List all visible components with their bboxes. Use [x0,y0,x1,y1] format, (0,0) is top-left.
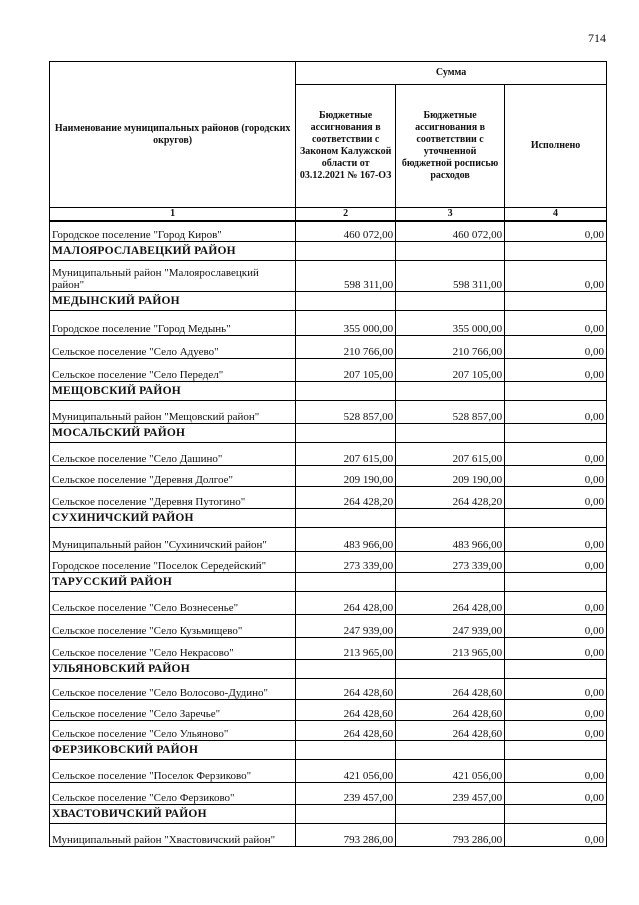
municipality-name: Сельское поселение "Село Дашино" [50,443,296,466]
municipality-name: Сельское поселение "Село Адуево" [50,336,296,359]
table-row [50,721,607,741]
table-body [50,221,607,847]
executed-value: 0,00 [505,679,607,700]
law-allocation-value: 207 105,00 [296,359,396,382]
updated-allocation-value: 264 428,20 [396,487,505,509]
district-name: СУХИНИЧСКИЙ РАЙОН [50,509,296,528]
municipality-name: Муниципальный район "Малоярославецкий район" [50,261,296,292]
municipality-name: Сельское поселение "Село Заречье" [50,700,296,721]
municipality-name: Муниципальный район "Хвастовичский район" [50,824,296,847]
executed-value: 0,00 [505,824,607,847]
table-row [50,824,607,847]
municipality-name: Сельское поселение "Деревня Путогино" [50,487,296,509]
district-row [50,573,607,592]
empty-cell [396,382,505,401]
municipality-name: Муниципальный район "Мещовский район" [50,401,296,424]
municipality-name: Сельское поселение "Село Ульяново" [50,721,296,741]
updated-allocation-value: 207 615,00 [396,443,505,466]
municipality-name: Городское поселение "Город Медынь" [50,311,296,336]
district-name: МЕЩОВСКИЙ РАЙОН [50,382,296,401]
district-name: МЕДЫНСКИЙ РАЙОН [50,292,296,311]
district-row [50,509,607,528]
updated-allocation-value: 264 428,00 [396,592,505,615]
table-row [50,638,607,660]
district-name: МАЛОЯРОСЛАВЕЦКИЙ РАЙОН [50,242,296,261]
empty-cell [296,660,396,679]
executed-value: 0,00 [505,487,607,509]
executed-value: 0,00 [505,760,607,783]
executed-value: 0,00 [505,615,607,638]
law-allocation-value: 264 428,60 [296,721,396,741]
municipality-name: Сельское поселение "Деревня Долгое" [50,466,296,487]
table-row [50,615,607,638]
law-allocation-value: 483 966,00 [296,528,396,552]
updated-allocation-value: 209 190,00 [396,466,505,487]
law-allocation-value: 793 286,00 [296,824,396,847]
column-number-2: 2 [296,208,396,222]
municipality-name: Сельское поселение "Село Кузьмищево" [50,615,296,638]
municipality-name: Сельское поселение "Село Волосово-Дудино" [50,679,296,700]
empty-cell [505,242,607,261]
empty-cell [505,382,607,401]
empty-cell [505,509,607,528]
header-municipality: Наименование муниципальных районов (городских округов) [50,62,296,208]
empty-cell [505,741,607,760]
municipality-name: Сельское поселение "Село Некрасово" [50,638,296,660]
district-row [50,660,607,679]
column-number-1: 1 [50,208,296,222]
law-allocation-value: 460 072,00 [296,221,396,242]
empty-cell [396,509,505,528]
executed-value: 0,00 [505,552,607,573]
table-row [50,700,607,721]
updated-allocation-value: 483 966,00 [396,528,505,552]
empty-cell [505,805,607,824]
executed-value: 0,00 [505,700,607,721]
empty-cell [396,805,505,824]
table-row [50,528,607,552]
law-allocation-value: 239 457,00 [296,783,396,805]
district-row [50,242,607,261]
table-row [50,261,607,292]
district-name: УЛЬЯНОВСКИЙ РАЙОН [50,660,296,679]
header-executed: Исполнено [505,85,607,208]
header-updated-allocations: Бюджетные ассигнования в соответствии с уточненной бюджетной росписью расходов [396,85,505,208]
empty-cell [396,573,505,592]
column-number-3: 3 [396,208,505,222]
header-law-allocations: Бюджетные ассигнования в соответствии с Законом Калужской области от 03.12.2021 № 167-ОЗ [296,85,396,208]
table-row [50,487,607,509]
table-row [50,443,607,466]
table-row [50,552,607,573]
district-row [50,805,607,824]
empty-cell [296,292,396,311]
law-allocation-value: 264 428,00 [296,592,396,615]
executed-value: 0,00 [505,261,607,292]
updated-allocation-value: 213 965,00 [396,638,505,660]
law-allocation-value: 421 056,00 [296,760,396,783]
district-row [50,741,607,760]
executed-value: 0,00 [505,783,607,805]
empty-cell [296,242,396,261]
updated-allocation-value: 355 000,00 [396,311,505,336]
empty-cell [396,424,505,443]
table-row [50,336,607,359]
municipality-name: Городское поселение "Город Киров" [50,221,296,242]
empty-cell [396,242,505,261]
updated-allocation-value: 264 428,60 [396,721,505,741]
budget-table [49,61,607,847]
municipality-name: Сельское поселение "Село Ферзиково" [50,783,296,805]
executed-value: 0,00 [505,401,607,424]
law-allocation-value: 209 190,00 [296,466,396,487]
law-allocation-value: 528 857,00 [296,401,396,424]
table-row [50,760,607,783]
empty-cell [396,660,505,679]
municipality-name: Муниципальный район "Сухиничский район" [50,528,296,552]
municipality-name: Городское поселение "Поселок Середейский" [50,552,296,573]
table-row [50,401,607,424]
law-allocation-value: 273 339,00 [296,552,396,573]
table-row [50,592,607,615]
law-allocation-value: 264 428,60 [296,679,396,700]
empty-cell [296,573,396,592]
empty-cell [396,741,505,760]
updated-allocation-value: 264 428,60 [396,700,505,721]
updated-allocation-value: 460 072,00 [396,221,505,242]
law-allocation-value: 207 615,00 [296,443,396,466]
updated-allocation-value: 273 339,00 [396,552,505,573]
empty-cell [296,509,396,528]
district-name: ТАРУССКИЙ РАЙОН [50,573,296,592]
executed-value: 0,00 [505,221,607,242]
district-name: МОСАЛЬСКИЙ РАЙОН [50,424,296,443]
executed-value: 0,00 [505,311,607,336]
municipality-name: Сельское поселение "Село Передел" [50,359,296,382]
executed-value: 0,00 [505,638,607,660]
district-row [50,292,607,311]
executed-value: 0,00 [505,592,607,615]
executed-value: 0,00 [505,528,607,552]
law-allocation-value: 264 428,60 [296,700,396,721]
law-allocation-value: 247 939,00 [296,615,396,638]
empty-cell [505,660,607,679]
empty-cell [296,424,396,443]
column-number-4: 4 [505,208,607,222]
law-allocation-value: 598 311,00 [296,261,396,292]
law-allocation-value: 210 766,00 [296,336,396,359]
empty-cell [296,382,396,401]
empty-cell [505,424,607,443]
district-name: ФЕРЗИКОВСКИЙ РАЙОН [50,741,296,760]
updated-allocation-value: 421 056,00 [396,760,505,783]
empty-cell [296,805,396,824]
updated-allocation-value: 239 457,00 [396,783,505,805]
municipality-name: Сельское поселение "Поселок Ферзиково" [50,760,296,783]
table-row [50,466,607,487]
law-allocation-value: 213 965,00 [296,638,396,660]
executed-value: 0,00 [505,336,607,359]
executed-value: 0,00 [505,466,607,487]
executed-value: 0,00 [505,721,607,741]
empty-cell [505,573,607,592]
updated-allocation-value: 207 105,00 [396,359,505,382]
page-number: 714 [588,31,606,45]
updated-allocation-value: 247 939,00 [396,615,505,638]
empty-cell [296,741,396,760]
table-row [50,783,607,805]
municipality-name: Сельское поселение "Село Вознесенье" [50,592,296,615]
updated-allocation-value: 210 766,00 [396,336,505,359]
updated-allocation-value: 793 286,00 [396,824,505,847]
empty-cell [505,292,607,311]
header-sum: Сумма [296,62,607,85]
updated-allocation-value: 598 311,00 [396,261,505,292]
updated-allocation-value: 528 857,00 [396,401,505,424]
district-name: ХВАСТОВИЧСКИЙ РАЙОН [50,805,296,824]
table-row [50,679,607,700]
table-row [50,359,607,382]
table-row [50,221,607,242]
district-row [50,424,607,443]
executed-value: 0,00 [505,443,607,466]
empty-cell [396,292,505,311]
updated-allocation-value: 264 428,60 [396,679,505,700]
table-row [50,311,607,336]
law-allocation-value: 264 428,20 [296,487,396,509]
executed-value: 0,00 [505,359,607,382]
district-row [50,382,607,401]
law-allocation-value: 355 000,00 [296,311,396,336]
